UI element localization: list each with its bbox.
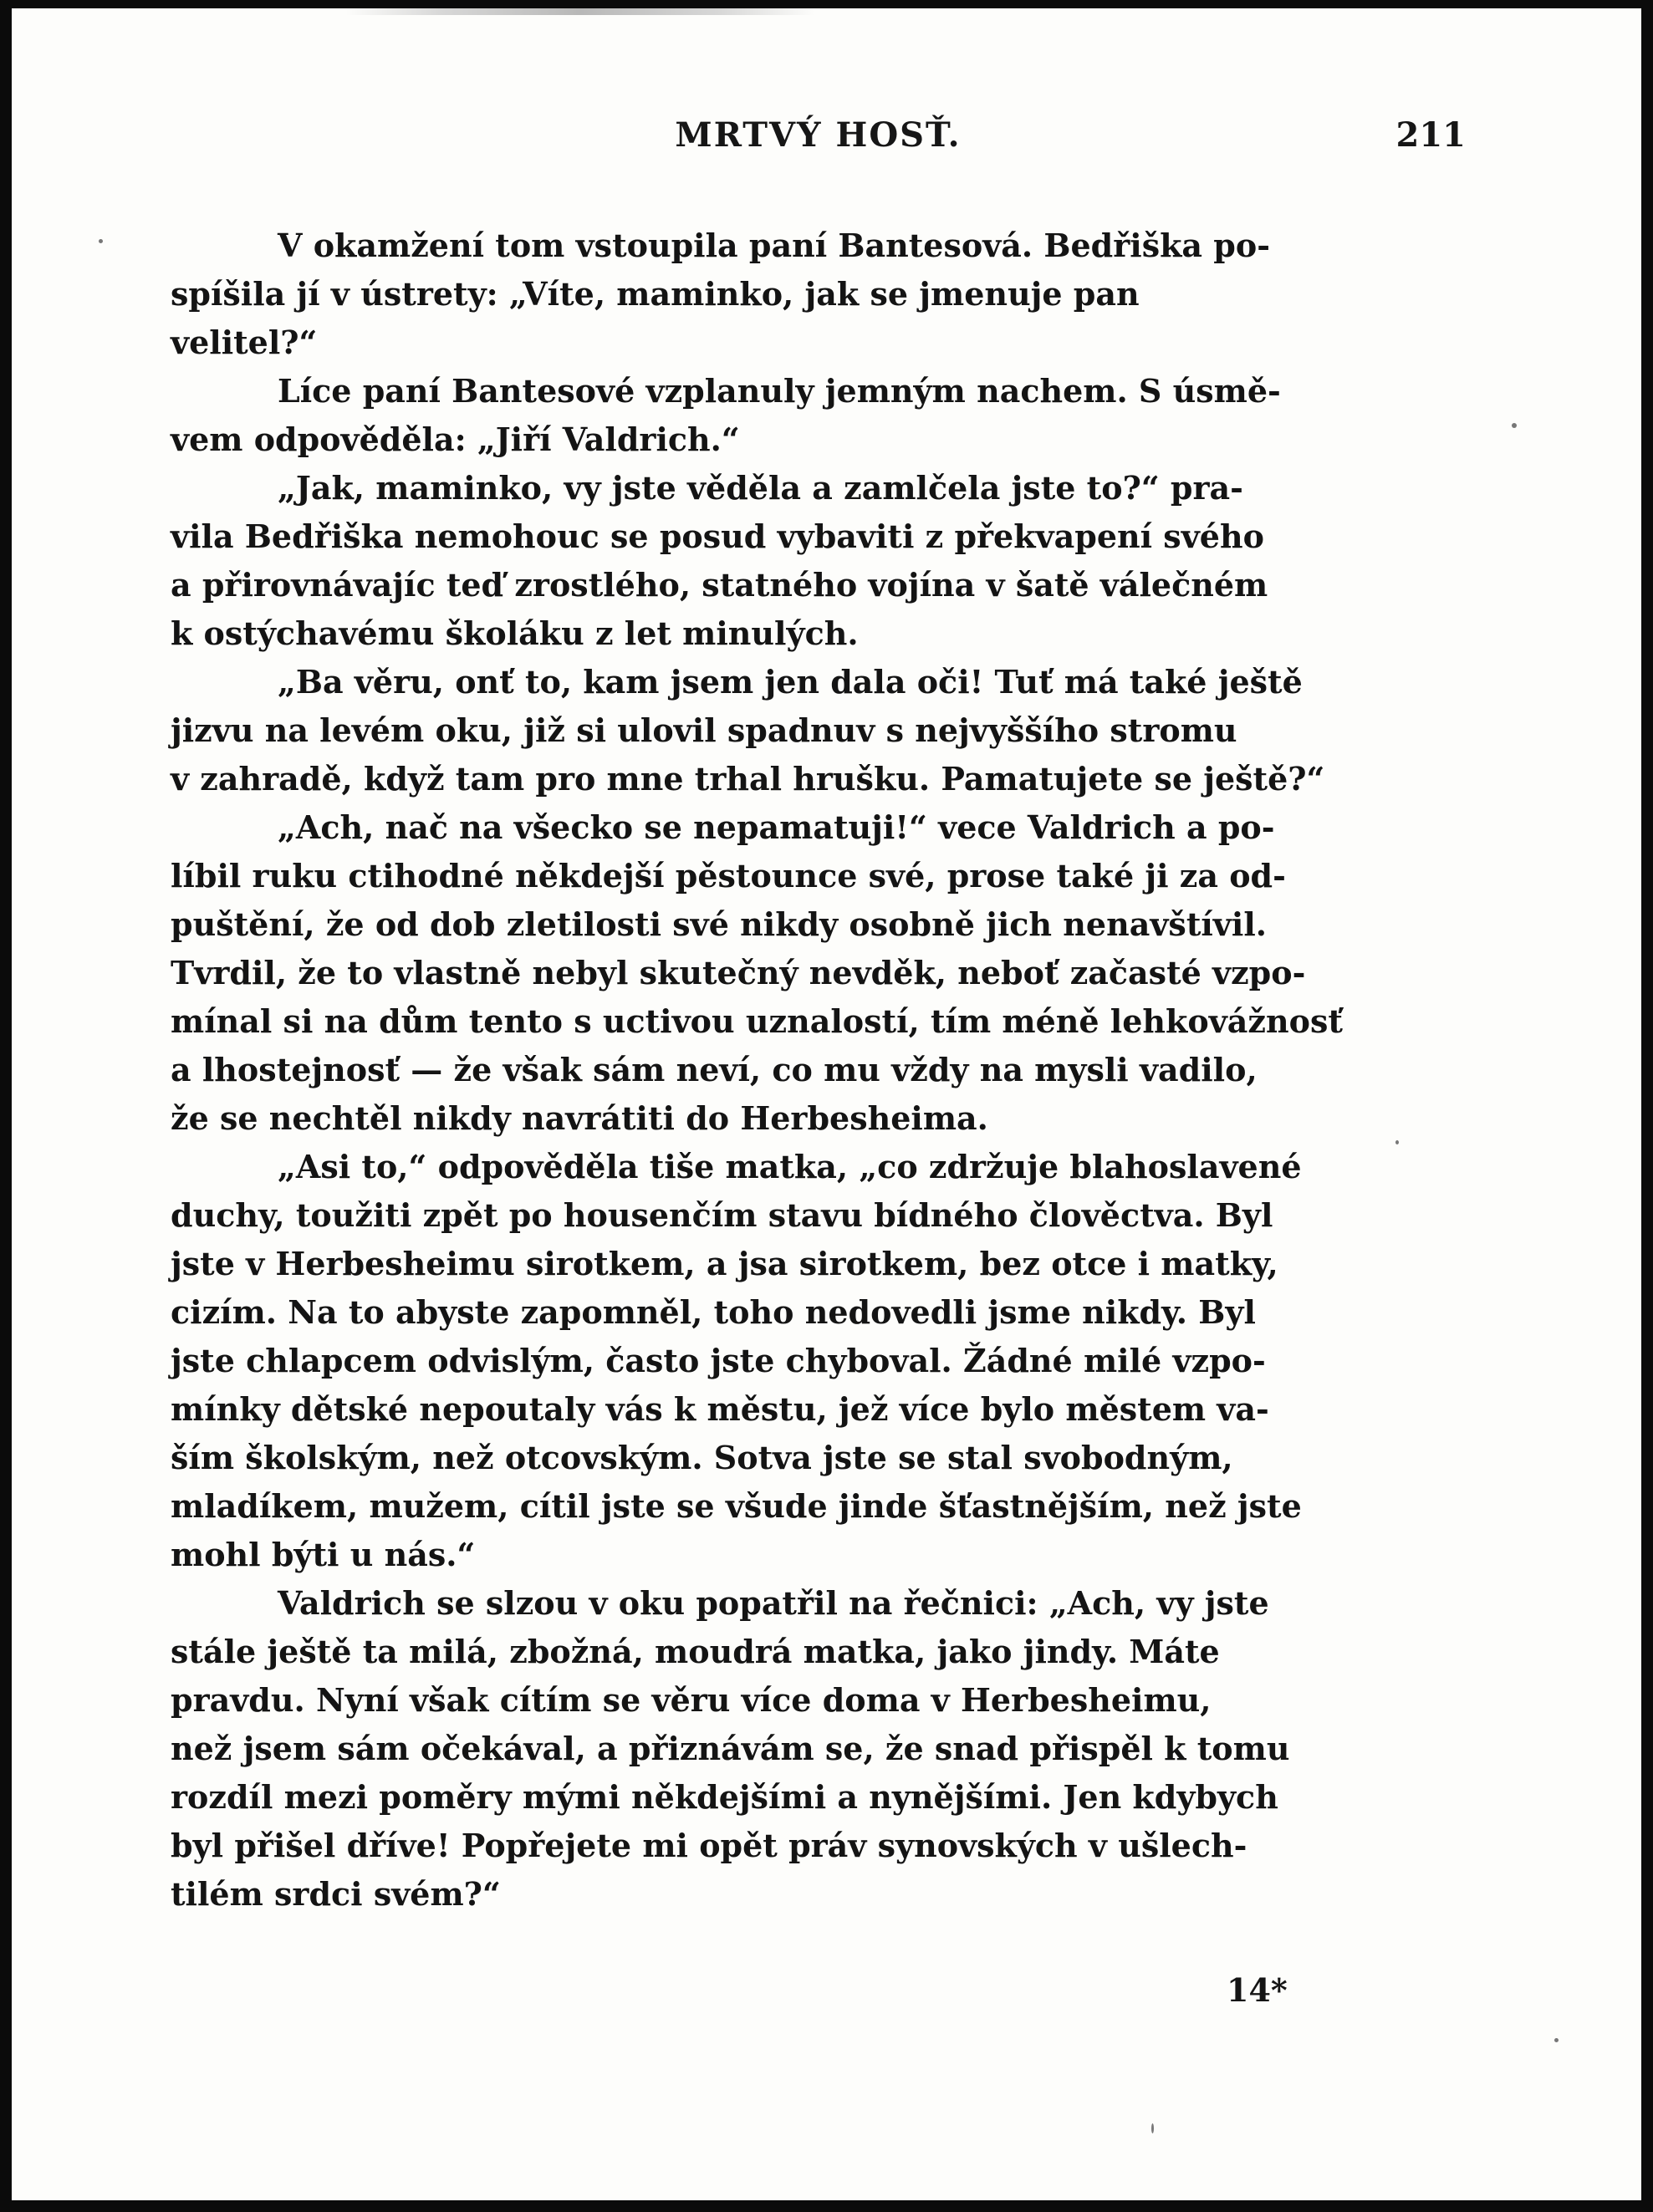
paragraph-6: „Asi to,“ odpověděla tiše matka, „co zdržuje blahoslavené duchy, toužiti zpět po housenčím stavu bídného člověctva. Byl jste v Herbesheimu sirotkem, a jsa sirotkem, bez otce i matky, cizím. Na to abyste zapomněl, toho nedovedli jsme nikdy. Byl jste chlapcem odvislým, často jste chyboval. Žádné milé vzpo- mínky dětské nepoutaly vás k městu, jež více bylo městem va- ším školským, než otcovským. Sotva jste se stal svobodným, mladíkem, mužem, cítil jste se všude jinde šťastnějším, než jste mohl býti u nás.“ xyxy=(171,1148,1302,1573)
paragraph-3: „Jak, maminko, vy jste věděla a zamlčela jste to?“ pra- vila Bedřiška nemohouc se posud vybaviti z překvapení svého a přirovnávajíc teď zrostlého, statného vojína v šatě válečném k ostýchavému školáku z let minulých. xyxy=(171,469,1268,652)
paper-speck xyxy=(1151,2123,1154,2133)
paper-speck xyxy=(1395,1140,1399,1144)
paragraph-1: V okamžení tom vstoupila paní Bantesová. Bedřiška po- spíšila jí v ústrety: „Víte, maminko, jak se jmenuje pan velitel?“ xyxy=(171,227,1270,361)
page-header xyxy=(171,115,1466,166)
page-edge-scrap xyxy=(346,8,814,15)
signature-mark: 14* xyxy=(1227,1971,1288,2009)
paper-speck xyxy=(1554,2038,1559,2042)
paper-speck xyxy=(1512,423,1517,428)
paragraph-7: Valdrich se slzou v oku popatřil na řečnici: „Ach, vy jste stále ještě ta milá, zbožná, moudrá matka, jako jindy. Máte pravdu. Nyní však cítím se věru více doma v Herbesheimu, než jsem sám očekával, a přiznávám se, že snad přispěl k tomu rozdíl mezi poměry mými někdejšími a nynějšími. Jen kdybych byl přišel dříve! Popřejete mi opět práv synovských v ušlech- tilém srdci svém?“ xyxy=(171,1584,1290,1913)
page-number: 211 xyxy=(1395,115,1466,155)
paragraph-5: „Ach, nač na všecko se nepamatuji!“ vece Valdrich a po- líbil ruku ctihodné někdejší pěstounce své, prose také ji za od- puštění, že od dob zletilosti své nikdy osobně jich nenavštívil. Tvrdil, že to vlastně nebyl skutečný nevděk, neboť začasté vzpo- mínal si na dům tento s uctivou uznalostí, tím méně lehkovážnosť a lhostejnosť — že však sám neví, co mu vždy na mysli vadilo, že se nechtěl nikdy navrátiti do Herbesheima. xyxy=(171,808,1343,1137)
body-text xyxy=(171,222,1443,1919)
paper-speck xyxy=(99,239,103,243)
book-page xyxy=(12,8,1641,2200)
paragraph-4: „Ba věru, onť to, kam jsem jen dala oči! Tuť má také ještě jizvu na levém oku, již si ulovil spadnuv s nejvyššího stromu v zahradě, když tam pro mne trhal hrušku. Pamatujete se ještě?“ xyxy=(171,663,1325,798)
paragraph-2: Líce paní Bantesové vzplanuly jemným nachem. S úsmě- vem odpověděla: „Jiří Valdrich.“ xyxy=(171,372,1281,458)
running-title: MRTVÝ HOSŤ. xyxy=(675,115,962,155)
